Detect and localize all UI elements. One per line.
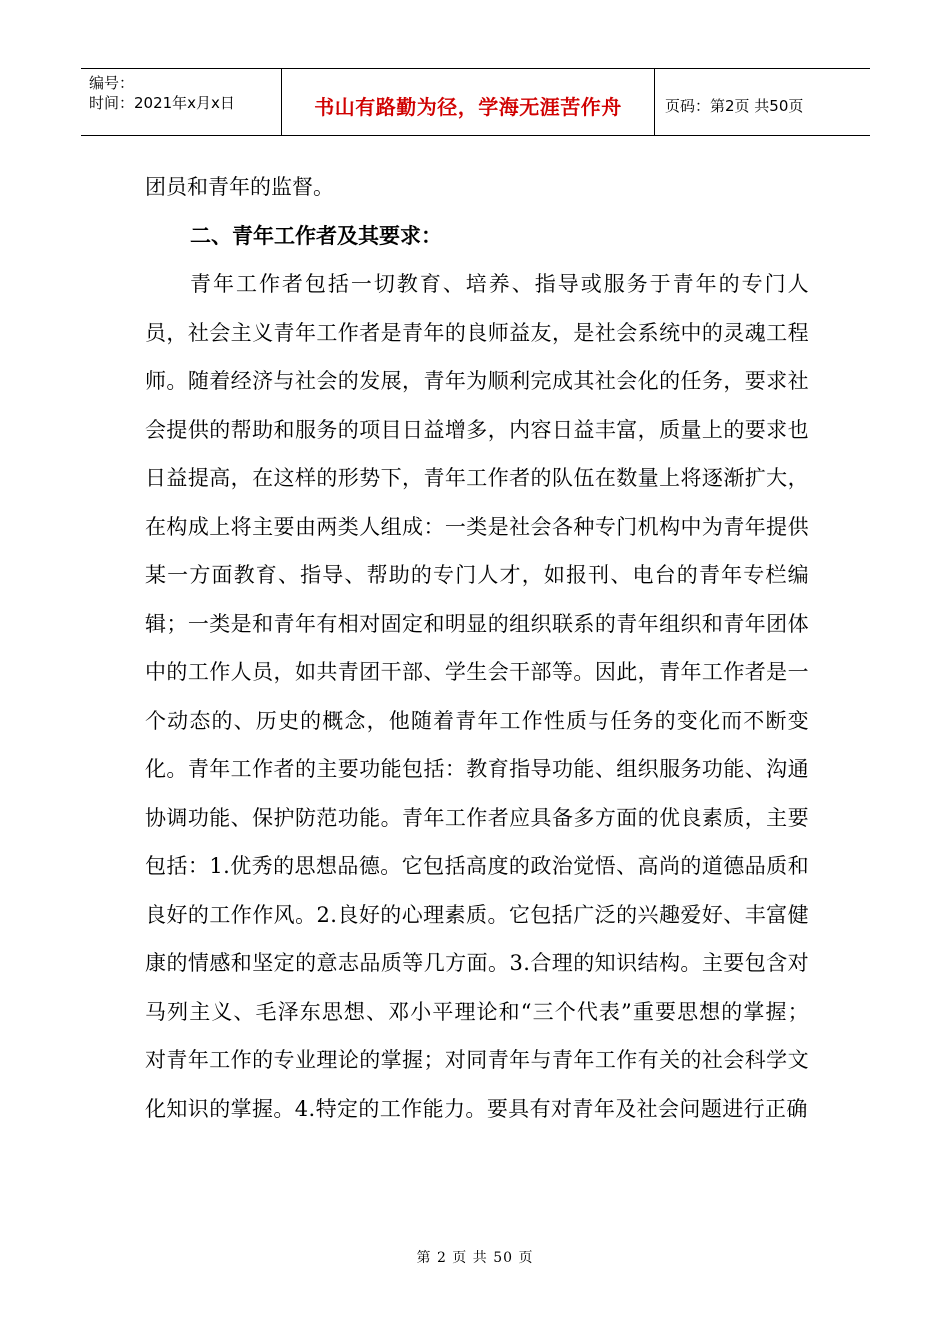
body-paragraph: 青年工作者包括一切教育、培养、指导或服务于青年的专门人员，社会主义青年工作者是青年的良师益友，是社会系统中的灵魂工程师。随着经济与社会的发展，青年为顺利完成其社会化的任务，要求社会提供的帮助和服务的项目日益增多，内容日益丰富，质量上的要求也日益提高，在这样的形势下，青年工作者的队伍在数量上将逐渐扩大，在构成上将主要由两类人组成：一类是社会各种专门机构中为青年提供某一方面教育、指导、帮助的专门人才，如报刊、电台的青年专栏编辑；一类是和青年有相对固定和明显的组织联系的青年组织和青年团体中的工作人员，如共青团干部、学生会干部等。因此，青年工作者是一个动态的、历史的概念，他随着青年工作性质与任务的变化而不断变化。青年工作者的主要功能包括：教育指导功能、组织服务功能、沟通协调功能、保护防范功能。青年工作者应具备多方面的优良素质，主要包括：1.优秀的思想品德。它包括高度的政治觉悟、高尚的道德品质和良好的工作作风。2.良好的心理素质。它包括广泛的兴趣爱好、丰富健康的情感和坚定的意志品质等几方面。3.合理的知识结构。主要包含对马列主义、毛泽东思想、邓小平理论和“三个代表”重要思想的掌握；对青年工作的专业理论的掌握；对同青年与青年工作有关的社会科学文化知识的掌握。4.特定的工作能力。要具有对青年及社会问题进行正确 — [145, 272, 809, 1121]
header-motto: 书山有路勤为径，学海无涯苦作舟 — [314, 95, 622, 119]
header-motto-cell — [282, 69, 655, 135]
page-footer: 第 2 页 共 50 页 — [416, 1250, 534, 1266]
document-date: 时间：2021年x月x日 — [89, 94, 235, 112]
header-page-cell — [655, 69, 870, 135]
section-heading: 二、青年工作者及其要求： — [190, 222, 442, 248]
document-header — [81, 68, 870, 136]
document-number-label: 编号： — [89, 74, 135, 92]
header-page-code: 页码：第2页 共50页 — [665, 97, 804, 115]
continuation-line: 团员和青年的监督。 — [145, 175, 334, 199]
document-body — [145, 163, 809, 1133]
header-meta-cell — [81, 69, 282, 135]
